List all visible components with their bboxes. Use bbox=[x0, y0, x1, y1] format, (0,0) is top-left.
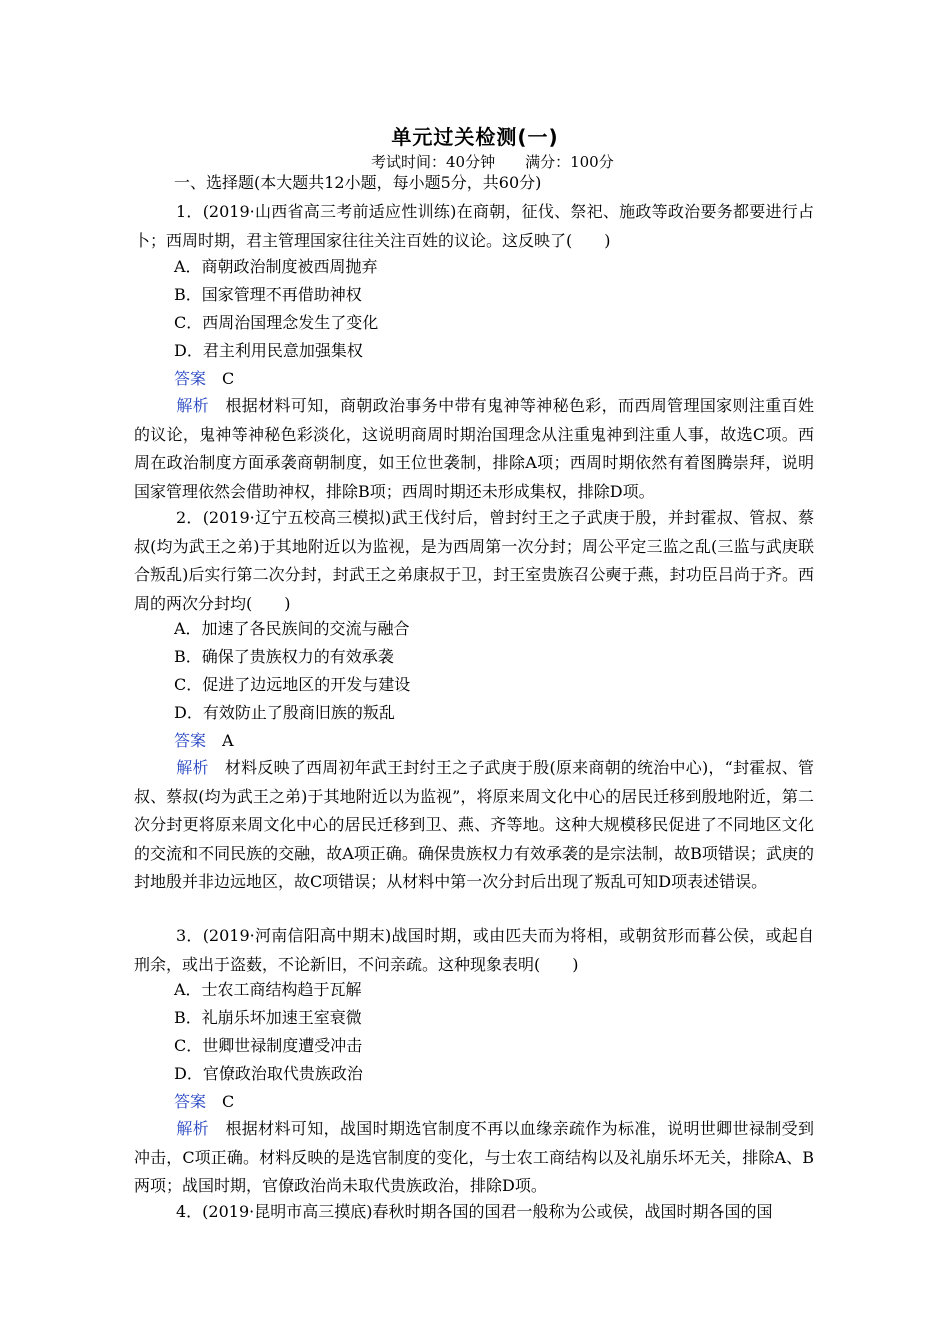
page-title: 单元过关检测(一) bbox=[391, 125, 559, 149]
analysis-text: 根据材料可知，战国时期选官制度不再以血缘亲疏作为标准，说明世卿世禄制受到冲击，C项正确。材料反映的是选官制度的变化，与士农工商结构以及礼崩乐坏无关，排除A、B两项；战国时期，官僚政治尚未取代贵族政治，排除D项。 bbox=[134, 1119, 814, 1195]
answer-value: C bbox=[222, 1092, 235, 1111]
question-4-stem-text: 4．(2019·昆明市高三摸底)春秋时期各国的国君一般称为公或侯，战国时期各国的国 bbox=[176, 1202, 773, 1221]
question-1-analysis bbox=[134, 392, 814, 506]
answer-value: A bbox=[222, 731, 234, 750]
section-heading: 一、选择题(本大题共12小题，每小题5分，共60分) bbox=[174, 173, 542, 192]
question-2-option-c: C．促进了边远地区的开发与建设 bbox=[174, 675, 411, 694]
question-3-analysis bbox=[134, 1115, 814, 1201]
question-1-option-a: A．商朝政治制度被西周抛弃 bbox=[174, 257, 378, 276]
question-2-analysis bbox=[134, 754, 814, 897]
analysis-label: 解析 bbox=[176, 758, 209, 777]
answer-value: C bbox=[222, 369, 235, 388]
question-3-answer bbox=[174, 1092, 234, 1112]
question-3-option-d: D．官僚政治取代贵族政治 bbox=[174, 1064, 363, 1083]
answer-label: 答案 bbox=[174, 731, 207, 750]
question-3-stem bbox=[134, 922, 814, 979]
question-2-answer bbox=[174, 731, 234, 751]
answer-label: 答案 bbox=[174, 1092, 207, 1111]
question-4-stem bbox=[134, 1198, 814, 1227]
question-3-option-c: C．世卿世禄制度遭受冲击 bbox=[174, 1036, 363, 1055]
question-1-stem-text: 1．(2019·山西省高三考前适应性训练)在商朝，征伐、祭祀、施政等政治要务都要进行占卜；西周时期，君主管理国家往往关注百姓的议论。这反映了( ) bbox=[134, 202, 814, 250]
question-2-option-d: D．有效防止了殷商旧族的叛乱 bbox=[174, 703, 395, 722]
exam-meta: 考试时间：40分钟 满分：100分 bbox=[371, 153, 614, 171]
question-1-option-d: D．君主利用民意加强集权 bbox=[174, 341, 363, 360]
question-2-option-b: B．确保了贵族权力的有效承袭 bbox=[174, 647, 394, 666]
answer-label: 答案 bbox=[174, 369, 207, 388]
question-2-stem-text: 2．(2019·辽宁五校高三模拟)武王伐纣后，曾封纣王之子武庚于殷，并封霍叔、管叔、蔡叔(均为武王之弟)于其地附近以为监视，是为西周第一次分封；周公平定三监之乱(三监与武庚联合叛乱)后实行第二次分封，封武王之弟康叔于卫，封王室贵族召公奭于燕，封功臣吕尚于齐。西周的两次分封均( ) bbox=[134, 508, 814, 613]
analysis-text: 根据材料可知，商朝政治事务中带有鬼神等神秘色彩，而西周管理国家则注重百姓的议论，鬼神等神秘色彩淡化，这说明商周时期治国理念从注重鬼神到注重人事，故选C项。西周在政治制度方面承袭商朝制度，如王位世袭制，排除A项；西周时期依然有着图腾崇拜，说明国家管理依然会借助神权，排除B项；西周时期还未形成集权，排除D项。 bbox=[134, 396, 814, 501]
question-3-option-b: B．礼崩乐坏加速王室衰微 bbox=[174, 1008, 362, 1027]
question-3-option-a: A．士农工商结构趋于瓦解 bbox=[174, 980, 362, 999]
question-2-stem bbox=[134, 504, 814, 618]
analysis-text: 材料反映了西周初年武王封纣王之子武庚于殷(原来商朝的统治中心)，“封霍叔、管叔、蔡叔(均为武王之弟)于其地附近以为监视”，将原来周文化中心的居民迁移到殷地附近，第二次分封更将原来周文化中心的居民迁移到卫、燕、齐等地。这种大规模移民促进了不同地区文化的交流和不同民族的交融，故A项正确。确保贵族权力有效承袭的是宗法制，故B项错误；武庚的封地殷并非边远地区，故C项错误；从材料中第一次分封后出现了叛乱可知D项表述错误。 bbox=[134, 758, 814, 891]
question-2-option-a: A．加速了各民族间的交流与融合 bbox=[174, 619, 410, 638]
analysis-label: 解析 bbox=[176, 396, 210, 415]
analysis-label: 解析 bbox=[176, 1119, 210, 1138]
question-1-answer bbox=[174, 369, 234, 389]
question-1-option-c: C．西周治国理念发生了变化 bbox=[174, 313, 379, 332]
question-3-stem-text: 3．(2019·河南信阳高中期末)战国时期，或由匹夫而为将相，或朝贫形而暮公侯，或起自刑余，或出于盗薮，不论新旧，不问亲疏。这种现象表明( ) bbox=[134, 926, 814, 974]
question-1-option-b: B．国家管理不再借助神权 bbox=[174, 285, 362, 304]
question-1-stem bbox=[134, 198, 814, 255]
